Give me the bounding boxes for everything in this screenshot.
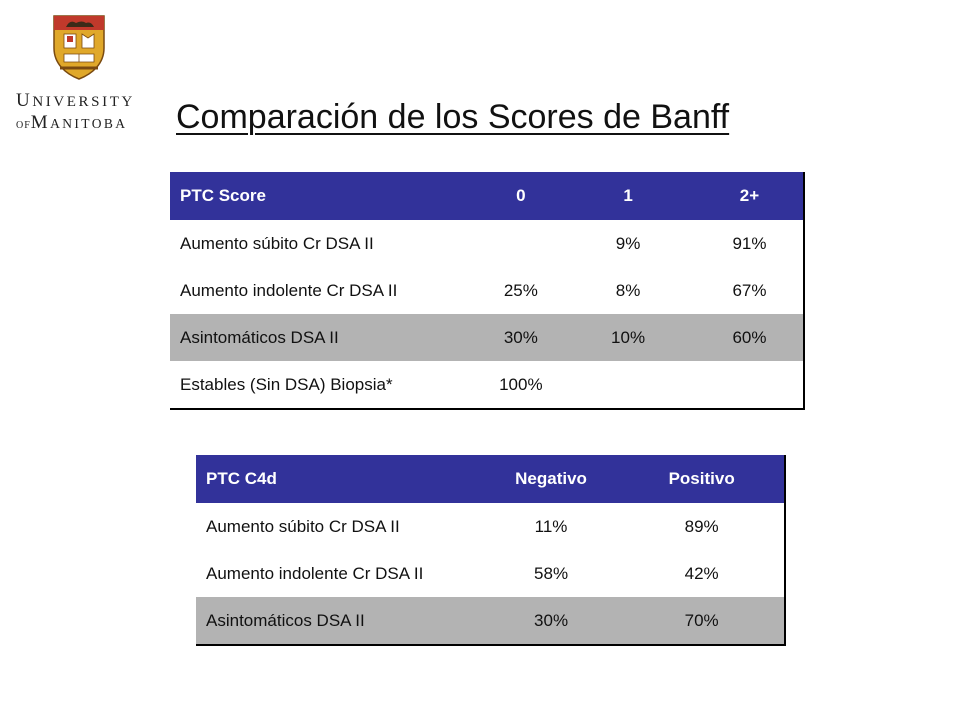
table-row: [170, 267, 804, 314]
table-cell: 8%: [615, 280, 641, 300]
column-header: 1: [560, 172, 696, 220]
row-label: Aumento indolente Cr DSA II: [180, 280, 398, 300]
table-cell: 67%: [732, 280, 767, 300]
logo-text-manitoba: OFMANITOBA: [16, 112, 128, 133]
column-header: PTC C4d: [196, 455, 483, 503]
ptc-score-table: [170, 172, 805, 410]
table-row: [196, 550, 785, 597]
table-cell: 11%: [534, 516, 568, 536]
table-cell: 42%: [684, 563, 719, 583]
table-cell: [482, 220, 561, 267]
table-cell: 70%: [619, 597, 785, 645]
logo-text-university: UNIVERSITY: [16, 90, 135, 111]
page-title: Comparación de los Scores de Banff: [176, 98, 730, 136]
table-row: [170, 361, 804, 409]
table-cell: 30%: [482, 314, 561, 361]
table-cell: 10%: [560, 314, 696, 361]
column-header: 2+: [696, 172, 804, 220]
table-cell: 100%: [499, 374, 543, 394]
table-row: [170, 314, 804, 361]
table-row: [170, 220, 804, 267]
table-cell: 30%: [483, 597, 620, 645]
row-label: Aumento súbito Cr DSA II: [206, 516, 400, 536]
table-cell: 89%: [684, 516, 719, 536]
ptc-c4d-table: [196, 455, 786, 646]
column-header: Negativo: [483, 455, 620, 503]
column-header: PTC Score: [170, 172, 482, 220]
table-row: [196, 503, 785, 550]
column-header: Positivo: [619, 455, 785, 503]
row-label: Asintomáticos DSA II: [196, 597, 483, 645]
table-header-row: [196, 455, 785, 503]
row-label: Aumento súbito Cr DSA II: [180, 233, 374, 253]
table-cell: [560, 361, 696, 409]
table-cell: [696, 361, 804, 409]
row-label: Estables (Sin DSA) Biopsia*: [180, 374, 393, 394]
table-header-row: [170, 172, 804, 220]
column-header: 0: [482, 172, 561, 220]
table-cell: 91%: [732, 233, 767, 253]
row-label: Aumento indolente Cr DSA II: [206, 563, 424, 583]
table-cell: 9%: [615, 233, 641, 253]
row-label: Asintomáticos DSA II: [170, 314, 482, 361]
table-row: [196, 597, 785, 645]
table-cell: 25%: [503, 280, 538, 300]
table-cell: 58%: [534, 563, 569, 583]
university-crest-icon: [52, 14, 106, 80]
table-cell: 60%: [696, 314, 804, 361]
